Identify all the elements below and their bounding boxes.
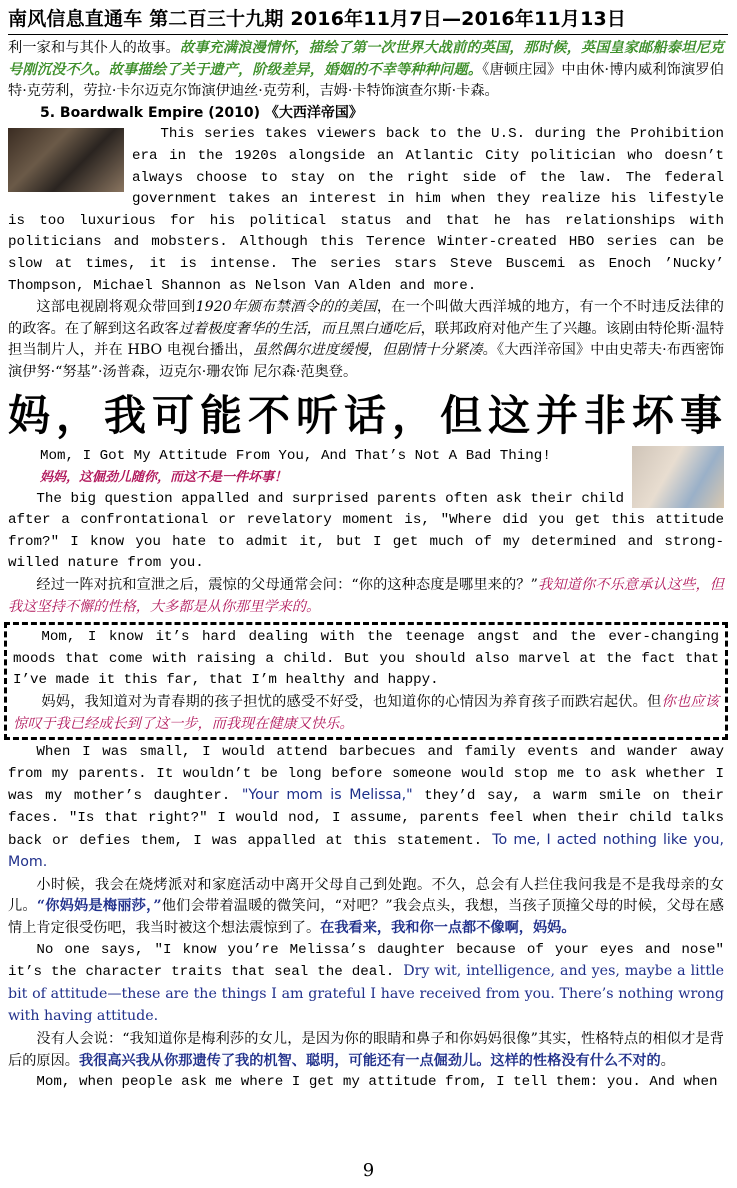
boardwalk-zh-text: ，在一个叫做大西洋城的地方，有一个不时违反法律的的政客。在了解到这名政客	[8, 299, 724, 337]
article-p3-en	[8, 940, 724, 1029]
p2-zh-highlight: 在我看来，我和你一点都不像啊，妈妈。	[320, 919, 576, 936]
p2-en-text: they’d say, a warm smile on their faces. "Is that right?" I would nod, I assume, parents feel when their child talks back or defies them, I was appalled at this statement.	[8, 788, 724, 849]
p2-en-highlight: To me, I acted nothing like you, Mom.	[8, 831, 725, 871]
article-p1-en: The big question appalled and surprised parents often ask their child after a confrontational or revelatory moment is, "Where did you get this attitude from?" I know you hate to admit it, but I get much of my determined and strong-willed nature from you.	[8, 490, 724, 572]
boardwalk-en-paragraph	[8, 124, 724, 297]
p1-zh-text: 经过一阵对抗和宣泄之后，震惊的父母通常会问：“你的这种态度是哪里来的？”	[36, 577, 538, 594]
article-photo	[632, 446, 724, 508]
header-divider	[8, 34, 728, 35]
boardwalk-zh-italic: 虽然偶尔进度缓慢，但剧情十分紧凑	[252, 342, 483, 359]
article-title: 妈，我可能不听话，但这并非坏事	[8, 390, 729, 440]
p3-zh-text: 没有人会说：“我知道你是梅利莎的女儿，是因为你的眼睛和鼻子和你妈妈很像”其实，性格特点的相似才是背后的原因。	[8, 1030, 724, 1069]
p2-zh-highlight: “你妈妈是梅丽莎，”	[36, 898, 162, 915]
article-p4-en: Mom, when people ask me where I get my attitude from, I tell them: you. And when	[36, 1074, 718, 1091]
p2-zh-text: 小时候，我会在烧烤派对和家庭活动中离开父母自己到处跑。不久，总会有人拦住我问我是不是我母亲的女儿。	[8, 876, 724, 915]
p2-zh-text: 他们会带着温暖的微笑问，“对吧？”我会点头，我想，当孩子顶撞父母的时候，父母在感情上肯定很受伤吧，我当时被这个想法震惊到了。	[8, 898, 724, 936]
downton-highlight: 故事充满浪漫情怀，描绘了第一次世界大战前的英国，那时候，英国皇家邮船泰坦尼克号刚沉没不久。故事描绘了关于遗产，阶级差异，婚姻的不幸等种种问题。	[8, 40, 724, 78]
p2-en-text: When I was small, I would attend barbecues and family events and wander away from my parents. It wouldn’t be long before someone would stop me to ask whether I was my mother’s daughter.	[8, 744, 724, 805]
article-p3-zh	[8, 1029, 724, 1072]
page-content	[8, 38, 729, 1094]
p3-zh-text: 。	[660, 1052, 675, 1069]
subtitle-zh: 妈妈，这倔劲儿随你，而这不是一件坏事！	[40, 470, 288, 486]
box-en: Mom, I know it’s hard dealing with the teenage angst and the ever-changing moods that come with raising a child. But you should also marvel at the fact that I’ve made it this far, that I’m healthy and happy.	[13, 629, 719, 689]
box-zh-text: 妈妈，我知道对为青春期的孩子担忧的感受不好受，也知道你的心情因为养育孩子而跌宕起伏。但	[41, 694, 662, 711]
newsletter-header: 南风信息直通车 第二百三十九期 2016年11月7日—2016年11月13日	[8, 8, 627, 30]
boardwalk-heading: 5. Boardwalk Empire (2010) 《大西洋帝国》	[40, 104, 363, 121]
boardwalk-zh-text: 这部电视剧将观众带回到	[36, 299, 196, 316]
downton-paragraph	[8, 38, 724, 103]
boardwalk-en-text: This series takes viewers back to the U.S. during the Prohibition era in the 1920s alongside an Atlantic City politician who doesn’t always choose to stay on the right side of the law. The federal government takes an interest in him when they realize his lifestyle is too luxurious for his political status and that he has relationships with politicians and mobsters. Although this Terence Winter-created HBO series can be slow at times, it is intense. The series stars Steve Buscemi as Enoch ’Nucky’ Thompson, Michael Shannon as Nelson Van Alden and more.	[8, 126, 724, 294]
downton-cast: 《唐顿庄园》中由休·博内威利饰演罗伯特·克劳利，劳拉·卡尔迈克尔饰演伊迪丝·克劳利，吉姆·卡特饰演查尔斯·卡森。	[8, 61, 724, 100]
downton-intro: 利一家和与其仆人的故事。	[8, 40, 180, 56]
boardwalk-photo	[8, 128, 124, 192]
subtitle-en: Mom, I Got My Attitude From You, And That’s Not A Bad Thing!	[40, 447, 551, 464]
p3-zh-highlight: 我很高兴我从你那遗传了我的机智、聪明，可能还有一点倔劲儿。这样的性格没有什么不对的	[78, 1052, 661, 1069]
p2-en-highlight: "Your mom is Melissa,"	[241, 787, 413, 804]
article-p1-zh	[8, 575, 724, 618]
page-number: 9	[362, 1160, 375, 1181]
p1-zh-highlight: 我知道你不乐意承认这些，但我这坚持不懈的性格，大多都是从你那里学来的。	[8, 577, 724, 615]
boardwalk-zh-italic: 1920年颁布禁酒令的的美国	[195, 299, 377, 316]
boardwalk-zh-italic: 过着极度奢华的生活，而且黑白通吃后	[178, 320, 421, 337]
p3-en-highlight: Dry wit, intelligence, and yes, maybe a little bit of attitude—these are the things I am grateful I have received from you. There’s nothing wrong with having attitude.	[8, 963, 725, 1025]
article-p2-en	[8, 742, 724, 875]
article-subtitle-block	[8, 446, 724, 489]
boardwalk-zh-text: ，联邦政府对他产生了兴趣。该剧由特伦斯·温特担当制片人，并在 HBO 电视台播出，	[8, 320, 724, 359]
box-zh	[13, 692, 719, 735]
highlight-box	[4, 622, 728, 740]
box-zh-highlight: 你也应该惊叹于我已经成长到了这一步，而我现在健康又快乐。	[13, 694, 719, 732]
boardwalk-zh-paragraph	[8, 297, 724, 383]
article-p2-zh	[8, 875, 724, 940]
boardwalk-zh-text: 。《大西洋帝国》中由史蒂夫·布西密饰演伊努·“努基”·汤普森，迈克尔·珊农饰 尼尔森·范奥登。	[8, 342, 724, 380]
p3-en-text: No one says, "I know you’re Melissa’s daughter because of your eyes and nose" it’s the character traits that seal the deal.	[8, 941, 724, 981]
